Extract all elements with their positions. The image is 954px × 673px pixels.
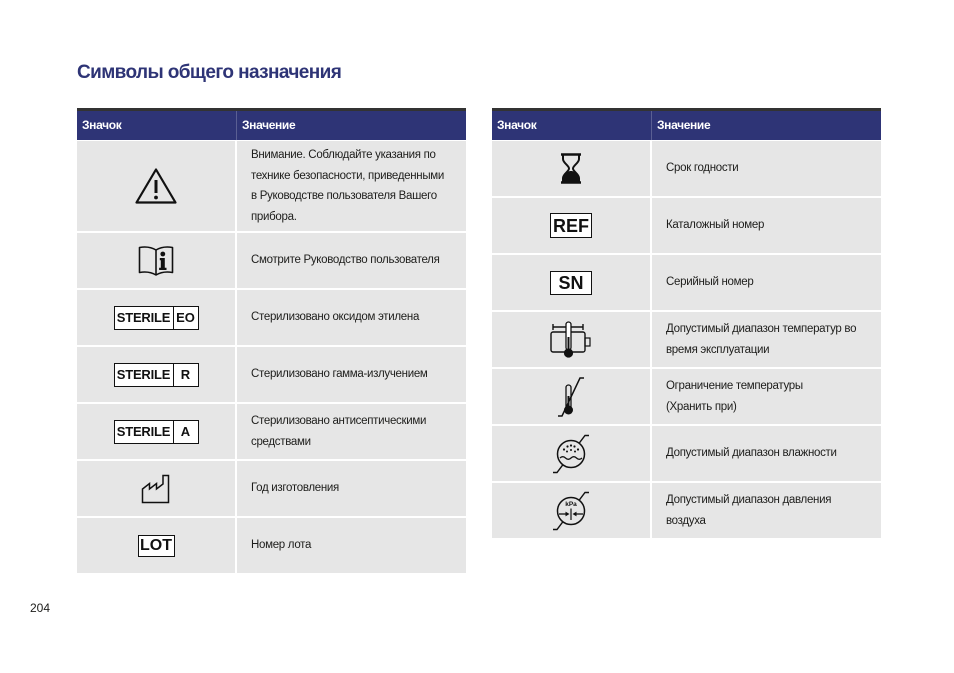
meaning-cell: Стерилизовано оксидом этилена [237, 290, 466, 345]
table-row [492, 369, 881, 424]
warning-icon [134, 167, 178, 205]
symbol-cell [77, 347, 235, 402]
sterile-label: STERILE [115, 421, 174, 443]
sterile-eo-icon [114, 306, 199, 330]
symbol-cell [492, 255, 650, 310]
meaning-cell: Срок годности [652, 141, 881, 196]
symbol-cell [77, 518, 235, 573]
table-row [492, 255, 881, 310]
table-header [492, 108, 881, 140]
table-row [492, 141, 881, 196]
meaning-cell: Стерилизовано гамма-излучением [237, 347, 466, 402]
table-row [492, 426, 881, 481]
manufacture-date-icon [141, 474, 171, 504]
meaning-cell: Год изготовления [237, 461, 466, 516]
symbol-cell [492, 483, 650, 538]
header-symbol-column: Значок [492, 111, 652, 140]
header-symbol-column: Значок [77, 111, 237, 140]
header-meaning-column: Значение [242, 118, 296, 132]
table-body [492, 141, 881, 538]
lot-number-icon: LOT [138, 535, 175, 557]
table-row [492, 483, 881, 538]
meaning-cell: Смотрите Руководство пользователя [237, 233, 466, 288]
meaning-cell: Допустимый диапазон давления воздуха [652, 483, 881, 538]
sterile-method-label: EO [176, 309, 195, 325]
symbol-cell [492, 369, 650, 424]
symbol-cell [77, 290, 235, 345]
serial-number-icon: SN [550, 271, 592, 295]
sterile-r-icon [114, 363, 199, 387]
symbol-cell [492, 312, 650, 367]
symbol-cell [492, 426, 650, 481]
sterile-method-label: R [180, 366, 191, 382]
table-row [77, 518, 466, 573]
table-row [77, 461, 466, 516]
user-manual-icon [137, 244, 175, 277]
table-row [492, 198, 881, 253]
meaning-cell: Ограничение температуры (Хранить при) [652, 369, 881, 424]
meaning-cell: Допустимый диапазон влажности [652, 426, 881, 481]
page-number: 204 [30, 601, 51, 615]
pressure-limit-icon [552, 491, 590, 531]
table-row [77, 347, 466, 402]
sterile-label: STERILE [115, 307, 174, 329]
symbol-cell [77, 141, 235, 231]
symbol-cell [77, 461, 235, 516]
table-row [77, 404, 466, 459]
symbol-cell [77, 404, 235, 459]
page-title: Символы общего назначения [77, 62, 342, 83]
expiry-date-icon [559, 153, 583, 184]
sterile-a-icon [114, 420, 199, 444]
meaning-cell: Каталожный номер [652, 198, 881, 253]
sterile-method-label: A [180, 423, 191, 439]
sterile-label: STERILE [115, 364, 174, 386]
meaning-cell: Внимание. Соблюдайте указания по технике безопасности, приведенными в Руководстве пользователя Вашего прибора. [237, 141, 466, 231]
table-row [77, 290, 466, 345]
humidity-limit-icon [552, 434, 590, 474]
symbols-table-left [77, 108, 466, 573]
meaning-cell: Номер лота [237, 518, 466, 573]
symbol-cell [77, 233, 235, 288]
table-row [77, 233, 466, 288]
table-header [77, 108, 466, 140]
operating-temperature-icon [548, 320, 594, 360]
pressure-unit-label: kPa [565, 500, 577, 508]
table-row [492, 312, 881, 367]
table-body [77, 141, 466, 573]
symbol-cell [492, 141, 650, 196]
table-row [77, 141, 466, 231]
meaning-cell: Допустимый диапазон температур во время эксплуатации [652, 312, 881, 367]
meaning-cell: Серийный номер [652, 255, 881, 310]
temperature-limit-icon [557, 376, 585, 418]
header-meaning-column: Значение [657, 118, 711, 132]
meaning-cell: Стерилизовано антисептическими средствами [237, 404, 466, 459]
catalogue-number-icon: REF [550, 213, 592, 238]
symbols-table-right [492, 108, 881, 538]
symbol-cell [492, 198, 650, 253]
